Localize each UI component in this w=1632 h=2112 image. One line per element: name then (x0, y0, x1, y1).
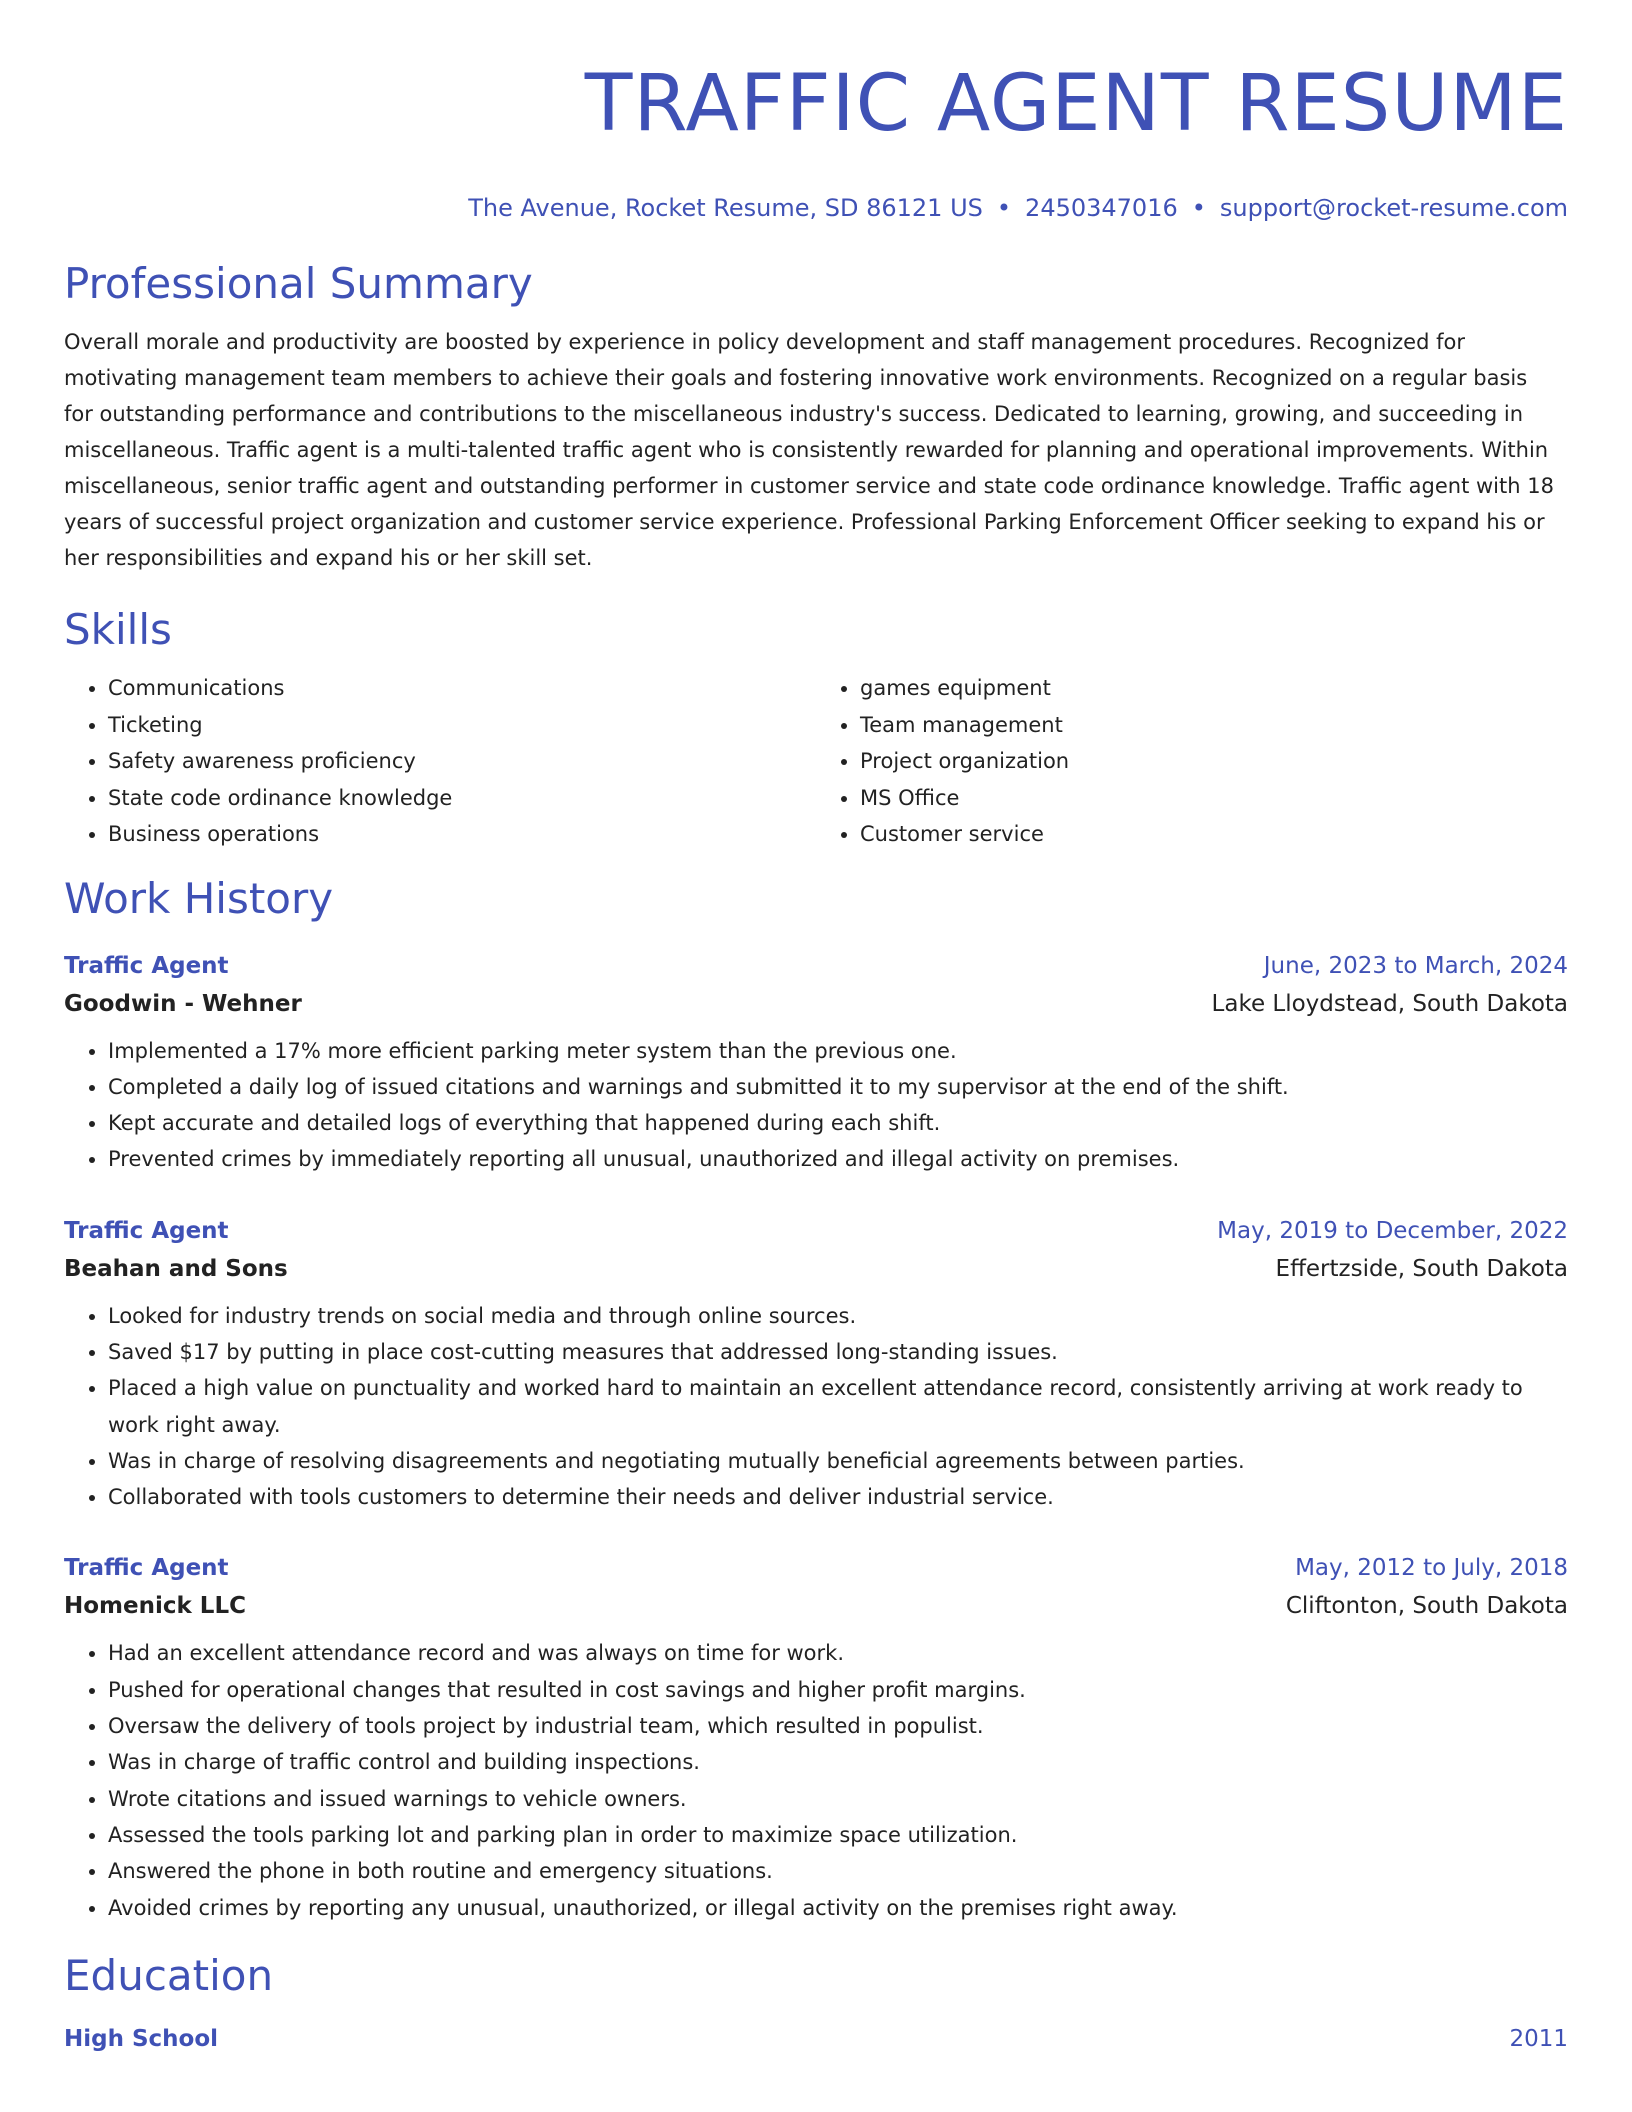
contact-separator: • (996, 194, 1012, 222)
job-subheader (64, 1587, 1568, 1625)
job-bullet: • Was in charge of resolving disagreements and negotiating mutually beneficial agreements between parties. (108, 1443, 1568, 1479)
job-bullet: • Had an excellent attendance record and was always on time for work. (108, 1635, 1568, 1671)
job-subheader (64, 985, 1568, 1023)
job-subheader (64, 1250, 1568, 1288)
job-dates: May, 2012 to July, 2018 (1295, 1555, 1568, 1582)
job-entry (64, 1212, 1568, 1516)
job-header (64, 1549, 1568, 1587)
job-bullet: • Completed a daily log of issued citations and warnings and submitted it to my supervisor at the end of the shift. (108, 1069, 1568, 1105)
job-bullet: • Prevented crimes by immediately reporting all unusual, unauthorized and illegal activity on premises. (108, 1141, 1568, 1177)
job-location: Effertzside, South Dakota (1275, 1255, 1568, 1282)
skill-item: • Ticketing (108, 707, 816, 744)
job-bullet: • Kept accurate and detailed logs of everything that happened during each shift. (108, 1105, 1568, 1141)
job-bullets (64, 1298, 1568, 1516)
contact-line (64, 192, 1568, 224)
job-header (64, 1212, 1568, 1250)
skills-column-left (64, 670, 816, 853)
job-bullets (64, 1635, 1568, 1925)
job-bullet: • Collaborated with tools customers to determine their needs and deliver industrial service. (108, 1479, 1568, 1515)
job-bullet: • Answered the phone in both routine and emergency situations. (108, 1853, 1568, 1889)
skill-item: • Team management (860, 707, 1568, 744)
education-heading: Education (64, 1950, 274, 2000)
job-bullet: • Avoided crimes by reporting any unusual, unauthorized, or illegal activity on the premises right away. (108, 1890, 1568, 1926)
job-bullet: • Saved $17 by putting in place cost-cutting measures that addressed long-standing issues. (108, 1334, 1568, 1370)
job-company: Goodwin - Wehner (64, 990, 302, 1017)
skill-item: • MS Office (860, 780, 1568, 817)
job-company: Beahan and Sons (64, 1255, 288, 1282)
job-location: Lake Lloydstead, South Dakota (1211, 990, 1568, 1017)
job-bullet: • Looked for industry trends on social media and through online sources. (108, 1298, 1568, 1334)
job-dates: June, 2023 to March, 2024 (1263, 952, 1568, 979)
education-year: 2011 (1509, 2025, 1568, 2052)
job-company: Homenick LLC (64, 1593, 247, 1620)
skill-item: • games equipment (860, 670, 1568, 707)
job-bullet: • Implemented a 17% more efficient parking meter system than the previous one. (108, 1033, 1568, 1069)
education-entry (64, 2020, 1568, 2058)
contact-separator: • (1191, 194, 1206, 222)
job-title: Traffic Agent (64, 1555, 229, 1582)
education-degree: High School (64, 2025, 219, 2052)
job-bullet: • Oversaw the delivery of tools project by industrial team, which resulted in populist. (108, 1708, 1568, 1744)
contact-phone: 2450347016 (1025, 194, 1178, 222)
resume-title: TRAFFIC AGENT RESUME (584, 59, 1568, 149)
job-location: Cliftonton, South Dakota (1285, 1593, 1568, 1620)
skill-item: • Project organization (860, 743, 1568, 780)
contact-email: support@rocket-resume.com (1219, 194, 1568, 222)
skill-item: • Business operations (108, 816, 816, 853)
skill-item: • Communications (108, 670, 816, 707)
job-dates: May, 2019 to December, 2022 (1217, 1217, 1568, 1244)
work-history-heading: Work History (64, 873, 334, 923)
job-bullet: • Was in charge of traffic control and building inspections. (108, 1744, 1568, 1780)
job-title: Traffic Agent (64, 952, 229, 979)
skills-heading: Skills (64, 605, 172, 654)
job-bullets (64, 1033, 1568, 1178)
contact-address: The Avenue, Rocket Resume, SD 86121 US (468, 194, 983, 222)
job-bullet: • Assessed the tools parking lot and parking plan in order to maximize space utilization. (108, 1817, 1568, 1853)
job-title: Traffic Agent (64, 1217, 229, 1244)
skill-item: • Customer service (860, 816, 1568, 853)
summary-heading: Professional Summary (64, 259, 533, 308)
job-entry (64, 1549, 1568, 1925)
summary-text: Overall morale and productivity are boosted by experience in policy development and staff management procedures. Recognized for motivating management team members to achieve their goals and fostering innovative work environments. Recognized on a regular basis for outstanding performance and contributions to the miscellaneous industry's success. Dedicated to learning, growing, and succeeding in miscellaneous. Traffic agent is a multi-talented traffic agent who is consistently rewarded for planning and operational improvements. Within miscellaneous, senior traffic agent and outstanding performer in customer service and state code ordinance knowledge. Traffic agent with 18 years of successful project organization and customer service experience. Professional Parking Enforcement Officer seeking to expand his or her responsibilities and expand his or her skill set. (64, 330, 1554, 570)
skill-item: • State code ordinance knowledge (108, 780, 816, 817)
job-bullet: • Pushed for operational changes that resulted in cost savings and higher profit margins. (108, 1672, 1568, 1708)
job-entry (64, 947, 1568, 1178)
skills-list (64, 670, 1568, 853)
skills-column-right (816, 670, 1568, 853)
skill-item: • Safety awareness proficiency (108, 743, 816, 780)
job-header (64, 947, 1568, 985)
job-bullet: • Wrote citations and issued warnings to vehicle owners. (108, 1781, 1568, 1817)
job-bullet: • Placed a high value on punctuality and worked hard to maintain an excellent attendance record, consistently arriving at work ready to work right away. (108, 1370, 1568, 1443)
